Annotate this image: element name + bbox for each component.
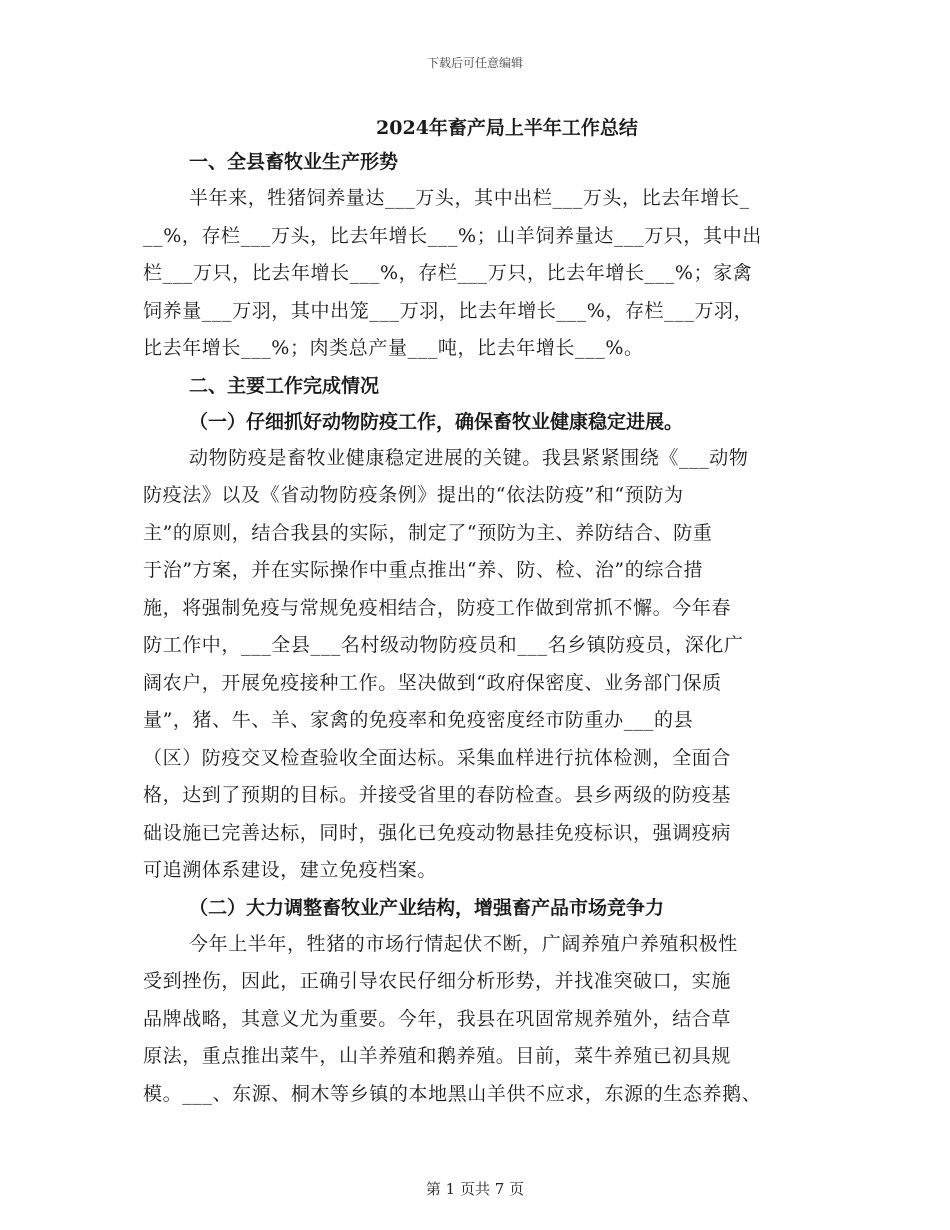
paragraph-line: 础设施已完善达标，同时，强化已免疫动物悬挂免疫标识，强调疫病 <box>143 821 732 844</box>
paragraph-line: 模。___、东源、桐木等乡镇的本地黑山羊供不应求，东源的生态养鹅、 <box>143 1082 762 1105</box>
paragraph-line: 栏___万只，比去年增长___%，存栏___万只，比去年增长___%；家禽 <box>143 262 753 284</box>
paragraph-line: 防疫法》以及《省动物防疫条例》提出的“依法防疫”和“预防为 <box>143 484 684 506</box>
paragraph-line: 比去年增长___%；肉类总产量___吨，比去年增长___%。 <box>143 337 644 359</box>
paragraph-line: 饲养量___万羽，其中出笼___万羽，比去年增长___%，存栏___万羽， <box>143 299 754 322</box>
paragraph-line: 受到挫伤，因此，正确引导农民仔细分析形势，并找准突破口，实施 <box>143 970 732 992</box>
paragraph-line: 量”，猪、牛、羊、家禽的免疫率和免疫密度经市防重办___的县 <box>143 709 694 731</box>
section2-sub1-heading: （一）仔细抓好动物防疫工作，确保畜牧业健康稳定进展。 <box>189 410 684 433</box>
paragraph-line: 今年上半年，牲猪的市场行情起伏不断，广阔养殖户养殖积极性 <box>189 932 738 955</box>
section1-heading: 一、全县畜牧业生产形势 <box>189 151 399 173</box>
section2-sub2-paragraph <box>143 926 811 1114</box>
header-note: 下载后可任意编辑 <box>426 56 523 70</box>
paragraph-line: 原法，重点推出菜牛，山羊养殖和鹅养殖。目前，菜牛养殖已初具规 <box>143 1045 732 1067</box>
paragraph-line: 品牌战略，其意义尤为重要。今年，我县在巩固常规养殖外，结合草 <box>143 1007 732 1030</box>
document-title: 2024年畜产局上半年工作总结 <box>376 117 638 139</box>
document-body <box>143 112 811 1113</box>
section1-paragraph <box>143 180 811 368</box>
paragraph-line: 主”的原则，结合我县的实际，制定了“预防为主、养防结合、防重 <box>143 521 713 544</box>
paragraph-line: 阔农户，开展免疫接种工作。坚决做到“政府保密度、业务部门保质 <box>143 671 722 694</box>
paragraph-line: （区）防疫交叉检查验收全面达标。采集血样进行抗体检测，全面合 <box>143 746 732 769</box>
paragraph-line: __%，存栏___万头，比去年增长___%；山羊饲养量达___万只，其中出 <box>143 224 762 247</box>
paragraph-line: 动物防疫是畜牧业健康稳定进展的关键。我县紧紧围绕《___动物 <box>189 446 749 469</box>
section2-sub1-paragraph <box>143 440 811 890</box>
paragraph-line: 防工作中，___全县___名村级动物防疫员和___名乡镇防疫员，深化广 <box>143 634 744 656</box>
section2-heading: 二、主要工作完成情况 <box>189 374 380 397</box>
paragraph-line: 可追溯体系建设，建立免疫档案。 <box>143 859 438 881</box>
paragraph-line: 于治”方案，并在实际操作中重点推出“养、防、检、治”的综合措 <box>143 559 704 581</box>
page-footer: 第 1 页共 7 页 <box>425 1180 525 1198</box>
paragraph-line: 施，将强制免疫与常规免疫相结合，防疫工作做到常抓不懈。今年春 <box>143 596 732 619</box>
section2-sub2-heading: （二）大力调整畜牧业产业结构，增强畜产品市场竞争力 <box>189 896 665 919</box>
paragraph-line: 格，达到了预期的目标。并接受省里的春防检查。县乡两级的防疫基 <box>143 784 732 806</box>
paragraph-line: 半年来，牲猪饲养量达___万头，其中出栏___万头，比去年增长_ <box>189 187 750 209</box>
